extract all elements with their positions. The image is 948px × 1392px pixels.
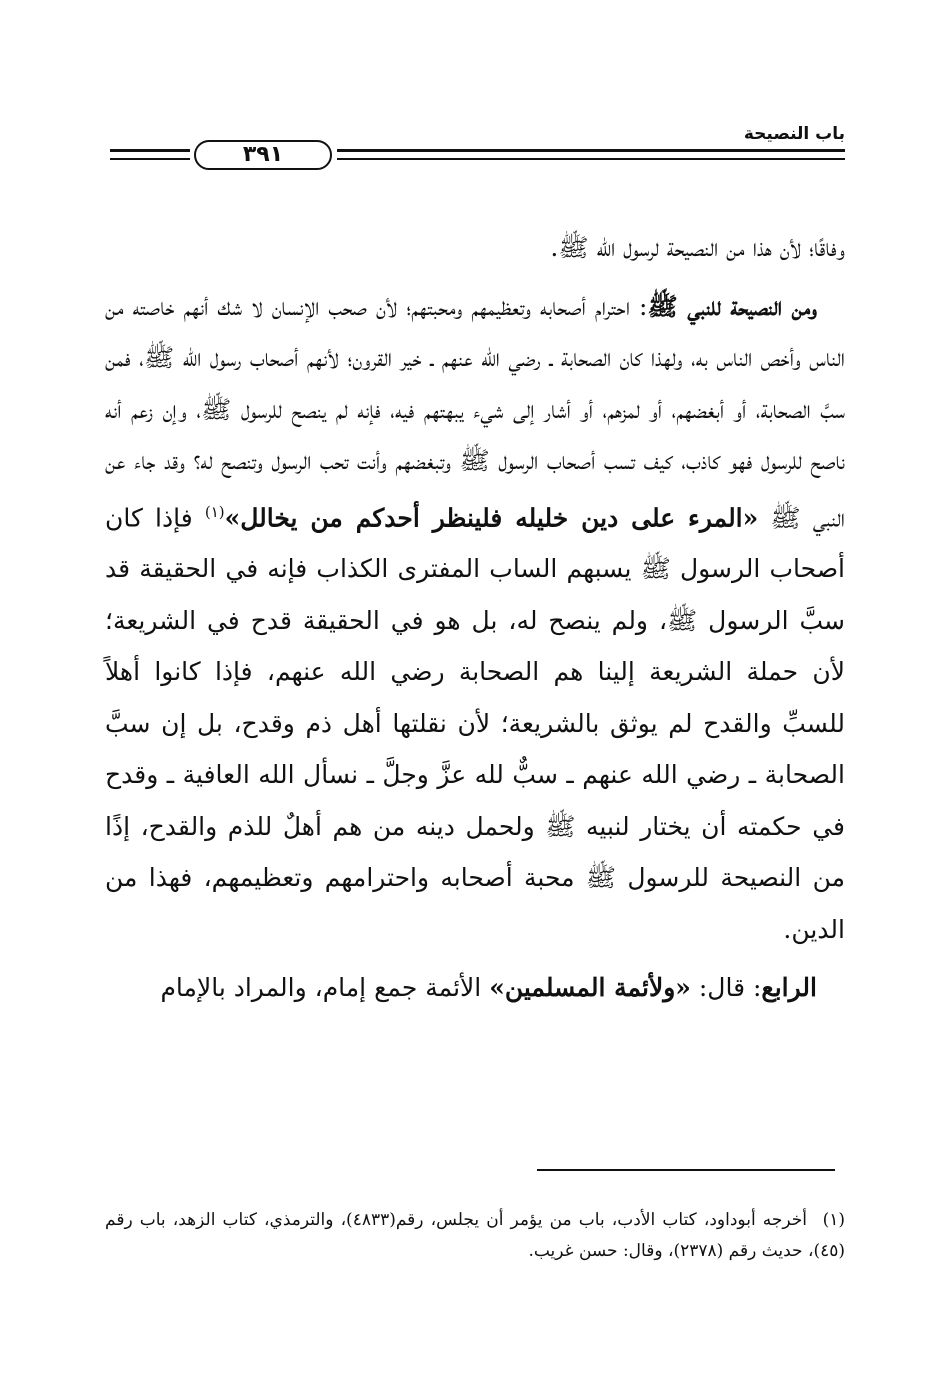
header-rule-left-thick xyxy=(110,149,190,152)
page-number: ٣٩١ xyxy=(194,140,332,170)
header-rule-right-thick xyxy=(337,149,845,152)
hadith-quote: «المرء على دين خليله فلينظر أحدكم من يخالل» xyxy=(224,502,759,532)
page-header xyxy=(110,120,845,182)
running-title: باب النصيحة xyxy=(743,124,845,144)
paragraph-2 xyxy=(105,281,845,956)
paragraph-2-text-b: فإذا كان أصحاب الرسول ﷺ يسبهم الساب المفترى الكذاب فإنه في الحقيقة قد سبَّ الرسول ﷺ، ولم ينصح له، بل هو في الحقيقة قدح في الشريعة؛ لأن حملة الشريعة إلينا هم الصحابة رضي الله عنهم، فإذا كانوا أهلاً للسبِّ والقدح لم يوثق بالشريعة؛ لأن نقلتها أهل ذم وقدح، بل إن سبَّ الصحابة ـ رضي الله عنهم ـ سبٌّ لله عزَّ وجلَّ ـ نسأل الله العافية ـ وقدح في حكمته أن يختار لنبيه ﷺ ولحمل دينه من هم أهلٌ للذم والقدح، إذًا من النصيحة للرسول ﷺ محبة أصحابه واحترامهم وتعظيمهم، فهذا من الدين. xyxy=(105,502,845,944)
header-rule-left-thin xyxy=(110,158,190,160)
paragraph-3-text-a: : قال: xyxy=(690,973,762,1003)
paragraph-2-lead: ومن النصيحة للنبي ﷺ xyxy=(647,291,817,321)
footnote-reference: (١) xyxy=(204,502,225,521)
paragraph-3-lead: الرابع xyxy=(761,973,817,1003)
footnote-separator xyxy=(537,1169,835,1171)
paragraph-3-text-b: الأئمة جمع إمام، والمراد بالإمام xyxy=(160,973,490,1003)
paragraph-3 xyxy=(105,962,845,1014)
footnotes xyxy=(105,1205,845,1267)
header-rule-right-thin xyxy=(337,158,845,160)
main-text xyxy=(105,222,845,1014)
footnote-1 xyxy=(105,1205,845,1267)
footnote-marker: (١) xyxy=(822,1210,845,1230)
paragraph-2-text-a: : احترام أصحابه وتعظيمهم ومحبتهم؛ لأن صحب الإنسان لا شك أنهم خاصته من الناس وأخص الناس به، ولهذا كان الصحابة ـ رضي الله عنهم ـ خير القرون؛ لأنهم أصحاب رسول الله ﷺ، فمن سبَّ الصحابة، أو أبغضهم، أو لمزهم، أو أشار إلى شيء يبهتهم فيه، فإنه لم ينصح للرسول ﷺ، وإن زعم أنه ناصح للرسول فهو كاذب، كيف تسب أصحاب الرسول ﷺ وتبغضهم وأنت تحب الرسول وتنصح له؟ وقد جاء عن النبي ﷺ xyxy=(105,291,845,532)
footnote-text: أخرجه أبوداود، كتاب الأدب، باب من يؤمر أن يجلس، رقم(٤٨٣٣)، والترمذي، كتاب الزهد، باب رقم (٤٥)، حديث رقم (٢٣٧٨)، وقال: حسن غريب. xyxy=(105,1210,845,1261)
paragraph-3-quote: «ولأئمة المسلمين» xyxy=(489,973,691,1003)
paragraph-1: وفاقًا؛ لأن هذا من النصيحة لرسول الله ﷺ. xyxy=(550,233,845,262)
